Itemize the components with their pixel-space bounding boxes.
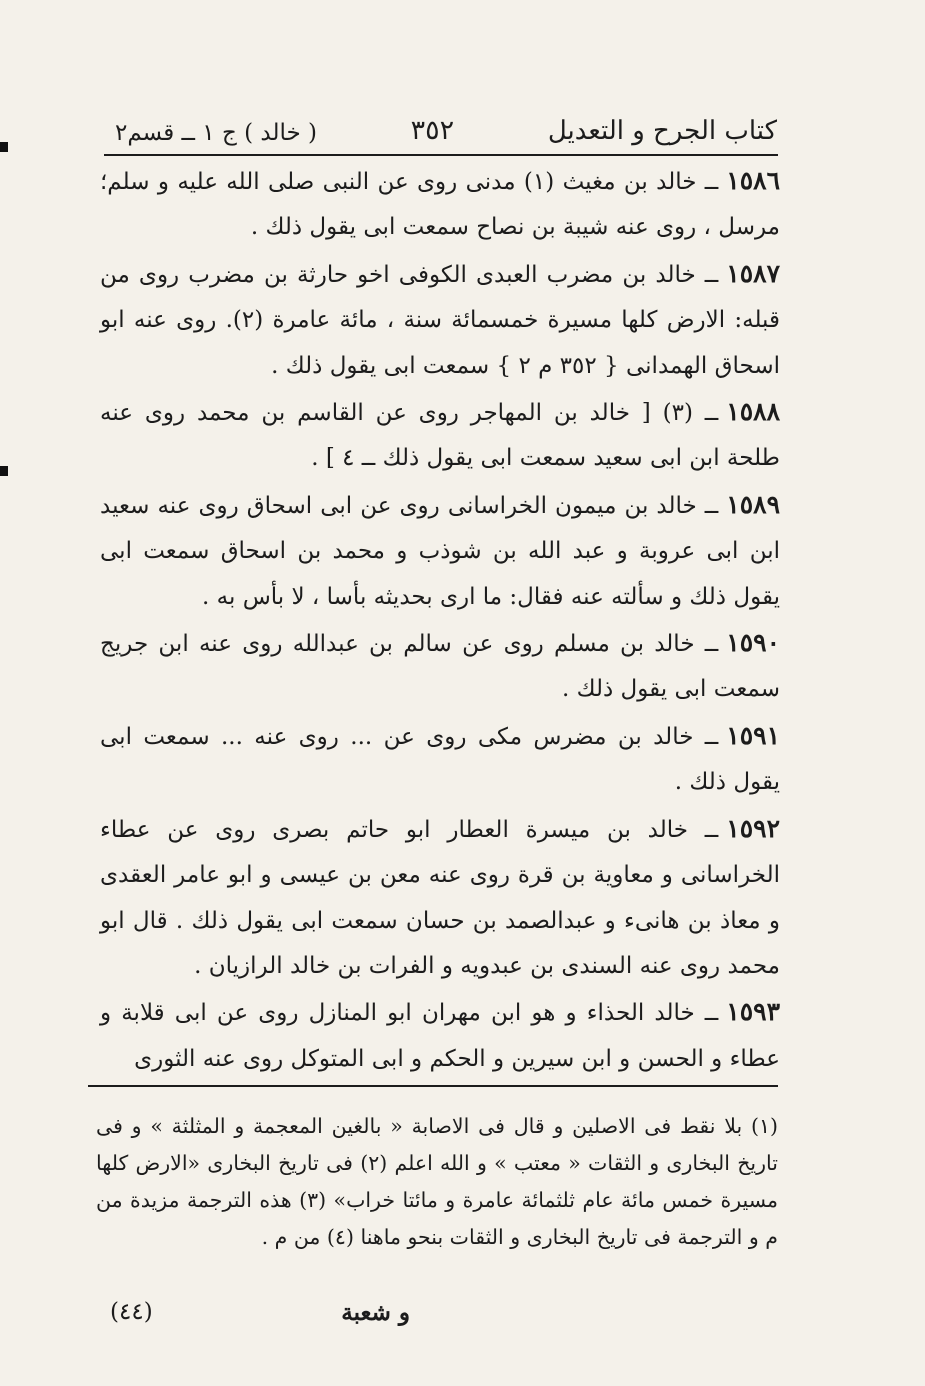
- footnotes: [96, 1108, 778, 1256]
- entry-text: ــ خالد الحذاء و هو ابن مهران ابو المنازل روى عن ابى قلابة و عطاء و الحسن و ابن سيرين و الحكم و ابى المتوكل روى عنه الثورى: [100, 1000, 780, 1072]
- catchword: و شعبة: [341, 1298, 410, 1326]
- entry: [100, 482, 780, 620]
- entry-number: ١٥٨٦: [726, 166, 781, 195]
- page-number: ٣٥٢: [410, 115, 455, 146]
- entry-number: ١٥٨٨: [726, 397, 780, 427]
- entry-number: ١٥٩٠: [726, 628, 780, 658]
- entry-number: ١٥٩١: [726, 720, 780, 750]
- entry-number: ١٥٩٣: [726, 997, 780, 1027]
- entry-number: ١٥٨٧: [726, 258, 780, 288]
- footnote-text: (١) بلا نقط فى الاصلين و قال فى الاصابة « بالغين المعجمة و المثلثة » و فى تاريخ البخارى و الثقات « معتب » و الله اعلم (٢) فى تاريخ البخارى «الارض كلها مسيرة خمس مائة عام ثلثمائة عامرة و مائتا خراب» (٣) هذه الترجمة مزيدة من م و الترجمة فى تاريخ البخارى و الثقات بنحو ماهنا (٤) من م .: [96, 1114, 778, 1249]
- entry: [100, 389, 780, 482]
- entry-number: ١٥٩٢: [726, 813, 780, 843]
- entry-text: ــ خالد بن ميمون الخراسانى روى عن ابى اسحاق روى عنه سعيد ابن ابى عروبة و عبد الله بن شوذب و محمد بن اسحاق سمعت ابى يقول ذلك و سألته عنه فقال: ما ارى بحديثه بأسا ، لا بأس به .: [100, 492, 780, 610]
- part-label: ( خالد ) ج ١ ــ قسم٢: [115, 120, 317, 146]
- book-title: كتاب الجرح و التعديل: [547, 116, 777, 146]
- entry: [100, 713, 780, 806]
- running-header: [115, 96, 777, 146]
- entry-text: ــ خالد بن مغيث (١) مدنى روى عن النبى صلى الله عليه و سلم؛ مرسل ، روى عنه شيبة بن نصاح سمعت ابى يقول ذلك .: [100, 169, 780, 241]
- entry: [100, 158, 780, 251]
- entry-text: ــ خالد بن مضرس مكى روى عن ... روى عنه ... سمعت ابى يقول ذلك .: [100, 723, 780, 796]
- entries-body: [100, 158, 780, 1082]
- entry: [100, 251, 780, 389]
- entry-text: ــ خالد بن ميسرة العطار ابو حاتم بصرى روى عن عطاء الخراسانى و معاوية بن قرة روى عنه معن بن عيسى و ابو عامر العقدى و معاذ بن هانىء و عبدالصمد بن حسان سمعت ابى يقول ذلك . قال ابو محمد روى عنه السندى بن عبدويه و الفرات بن خالد الرازيان .: [100, 816, 780, 979]
- footnote-rule: [88, 1085, 778, 1087]
- entry-text: ــ (٣) [ خالد بن المهاجر روى عن القاسم بن محمد روى عنه طلحة ابن ابى سعيد سمعت ابى يقول ذلك ــ ٤ ] .: [100, 400, 780, 472]
- entry: [100, 620, 780, 713]
- signature-mark: (٤٤): [110, 1299, 153, 1325]
- entry-text: ــ خالد بن مضرب العبدى الكوفى اخو حارثة بن مضرب روى من قبله: الارض كلها مسيرة خمسمائة سنة ، مائة عامرة (٢). روى عنه ابو اسحاق الهمدانى { ٣٥٢ م ٢ } سمعت ابى يقول ذلك .: [100, 261, 780, 379]
- binding-mark-middle: [0, 466, 8, 476]
- entry: [100, 989, 780, 1082]
- entry-number: ١٥٨٩: [726, 489, 780, 519]
- entry-text: ــ خالد بن مسلم روى عن سالم بن عبدالله روى عنه ابن جريج سمعت ابى يقول ذلك .: [100, 631, 780, 703]
- header-rule: [104, 154, 778, 156]
- entry: [100, 806, 780, 990]
- binding-mark-top: [0, 142, 8, 152]
- page-footer: [110, 1292, 410, 1332]
